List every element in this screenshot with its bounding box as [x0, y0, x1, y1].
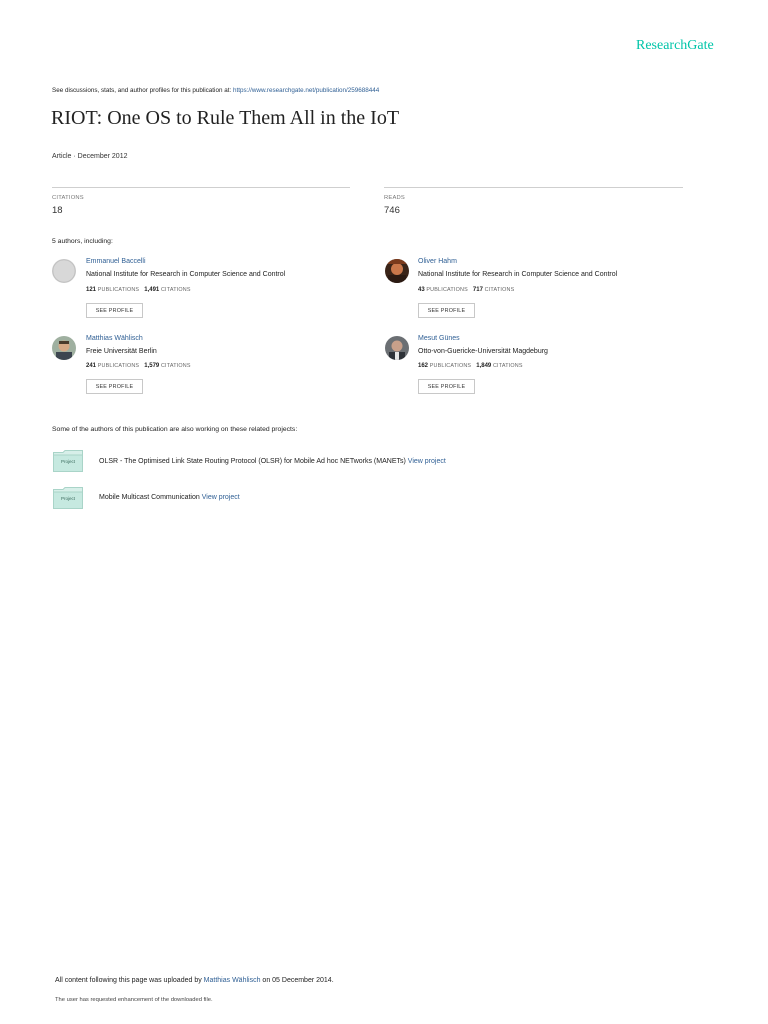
author-stats [86, 287, 191, 293]
see-profile-button[interactable]: SEE PROFILE [418, 379, 475, 394]
author-avatar-photo[interactable] [385, 336, 409, 360]
author-name-link[interactable]: Oliver Hahm [418, 258, 457, 265]
paper-meta: Article · December 2012 [52, 153, 128, 160]
citations-divider [52, 187, 350, 188]
author-institution: Otto-von-Guericke-Universität Magdeburg [418, 348, 548, 355]
publications-label: PUBLICATIONS [97, 363, 140, 369]
see-profile-button[interactable]: SEE PROFILE [86, 303, 143, 318]
see-discussions-line [52, 87, 379, 94]
view-project-link[interactable]: View project [407, 458, 446, 465]
citations-count: 717 [472, 287, 483, 293]
author-stats [86, 363, 191, 369]
citations-label: CITATIONS [52, 195, 84, 201]
author-name-link[interactable]: Matthias Wählisch [86, 335, 143, 342]
reads-divider [384, 187, 683, 188]
author-avatar-placeholder[interactable] [52, 259, 76, 283]
uploader-link[interactable]: Matthias Wählisch [203, 977, 261, 984]
citations-label: CITATIONS [160, 287, 191, 293]
authors-heading: 5 authors, including: [52, 238, 113, 245]
author-institution: Freie Universität Berlin [86, 348, 157, 355]
reads-label: READS [384, 195, 405, 201]
see-profile-button[interactable]: SEE PROFILE [418, 303, 475, 318]
author-name-link[interactable]: Mesut Günes [418, 335, 460, 342]
publications-count: 241 [86, 363, 97, 369]
person-placeholder-icon [52, 259, 76, 283]
author-institution: National Institute for Research in Computer Science and Control [418, 271, 618, 278]
author-avatar-photo[interactable] [385, 259, 409, 283]
publications-label: PUBLICATIONS [97, 287, 140, 293]
publications-label: PUBLICATIONS [429, 363, 472, 369]
publications-count: 43 [418, 287, 425, 293]
project-icon-label: Project [60, 496, 75, 501]
publications-count: 162 [418, 363, 429, 369]
person-photo-icon [52, 336, 76, 360]
project-item [99, 494, 240, 501]
publications-count: 121 [86, 287, 97, 293]
see-discussions-text: See discussions, stats, and author profiles for this publication at: [52, 87, 232, 94]
related-projects-heading: Some of the authors of this publication are also working on these related projects: [52, 426, 298, 433]
publications-label: PUBLICATIONS [426, 287, 468, 293]
upload-notice [55, 977, 334, 984]
author-stats [418, 363, 523, 369]
project-icon-label: Project [60, 459, 75, 464]
upload-prefix: All content following this page was uploaded by [55, 977, 202, 984]
citations-label: CITATIONS [484, 287, 515, 293]
project-title: OLSR - The Optimised Link State Routing Protocol (OLSR) for Mobile Ad hoc NETworks (MANETs) [99, 458, 406, 465]
project-folder-icon[interactable] [53, 487, 83, 509]
author-avatar-photo[interactable] [52, 336, 76, 360]
citations-label: CITATIONS [492, 363, 523, 369]
enhancement-note: The user has requested enhancement of the downloaded file. [55, 997, 213, 1003]
paper-title: RIOT: One OS to Rule Them All in the IoT [51, 107, 400, 129]
citations-count: 1,579 [144, 363, 160, 369]
publication-url-link[interactable]: https://www.researchgate.net/publication/259688444 [232, 87, 380, 94]
project-folder-icon[interactable] [53, 450, 83, 472]
researchgate-logo[interactable]: ResearchGate [636, 38, 714, 53]
citations-count: 1,491 [144, 287, 160, 293]
person-photo-icon [385, 259, 409, 283]
person-photo-icon [385, 336, 409, 360]
project-title: Mobile Multicast Communication [99, 494, 200, 501]
project-item [99, 458, 446, 465]
citations-label: CITATIONS [160, 363, 191, 369]
see-profile-button[interactable]: SEE PROFILE [86, 379, 143, 394]
author-name-link[interactable]: Emmanuel Baccelli [86, 258, 146, 265]
upload-suffix: on 05 December 2014. [262, 977, 334, 984]
author-stats [418, 287, 514, 293]
author-institution: National Institute for Research in Computer Science and Control [86, 271, 286, 278]
citations-count: 18 [52, 205, 63, 216]
reads-count: 746 [384, 205, 400, 216]
citations-count: 1,849 [476, 363, 492, 369]
view-project-link[interactable]: View project [201, 494, 240, 501]
